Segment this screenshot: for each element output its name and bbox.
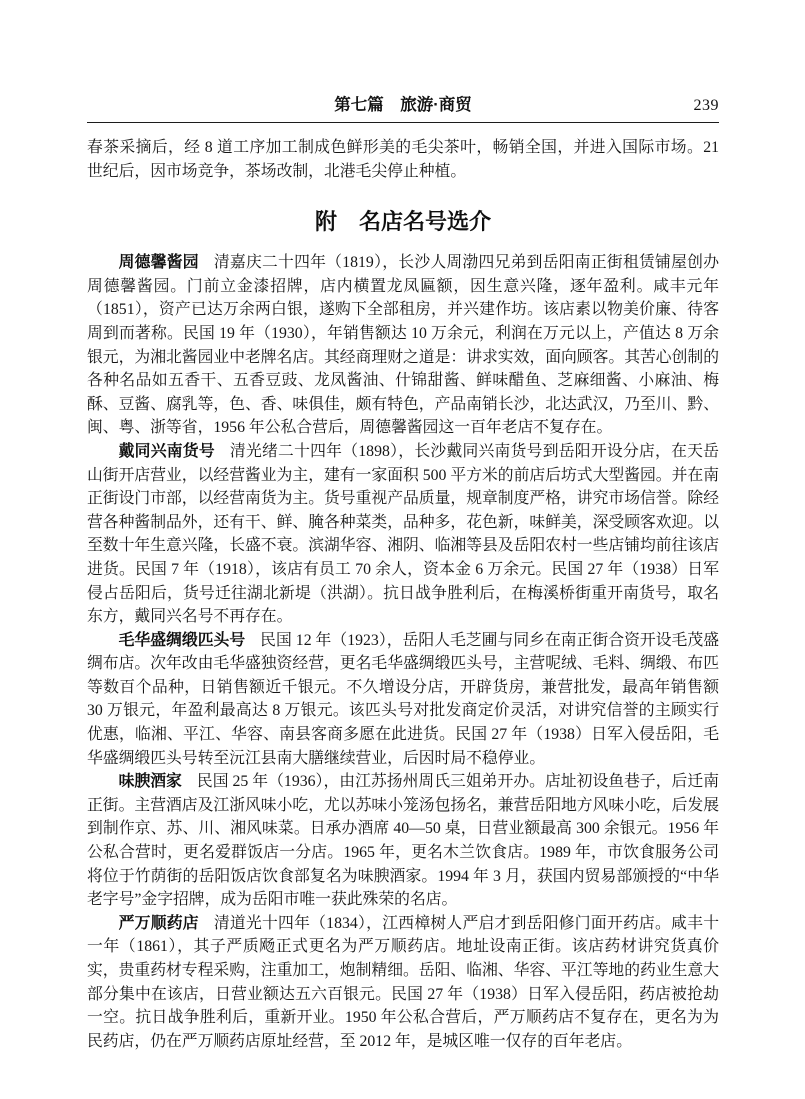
entry-paragraph bbox=[87, 770, 719, 912]
entry-text: 民国 12 年（1923），岳阳人毛芝圃与同乡在南正街合资开设毛茂盛绸布店。次年改由毛华盛独资经营，更名毛华盛绸缎匹头号，主营呢绒、毛料、绸缎、布匹等数百个品种，日销售额近千银元。不久增设分店，开辟货房，兼营批发，最高年销售额 30 万银元，年盈利最高达 8 万银元。该匹头号对批发商定价灵活，对讲究信誉的主顾实行优惠，临湘、平江、华容、南县客商多愿在此进货。民国 27 年（1938）日军入侵岳阳，毛华盛绸缎匹头号转至沅江县南大膳继续营业，后因时局不稳停业。 bbox=[87, 631, 719, 767]
entry-text: 民国 25 年（1936），由江苏扬州周氏三姐弟开办。店址初设鱼巷子，后迁南正街。主营酒店及江浙风味小吃，尤以苏味小笼汤包扬名，兼营岳阳地方风味小吃，后发展到制作京、苏、川、湘风味菜。日承办酒席 40—50 桌，日营业额最高 300 余银元。1956 年公私合营时，更名爱群饭店一分店。1965 年，更名木兰饮食店。1989 年，市饮食服务公司将位于竹荫街的岳阳饭店饮食部复名为味腴酒家。1994 年 3 月，获国内贸易部颁授的“中华老字号”金字招牌，成为岳阳市唯一获此殊荣的名店。 bbox=[87, 773, 719, 909]
entry-paragraph bbox=[87, 912, 719, 1054]
entry-paragraph bbox=[87, 251, 719, 440]
running-header bbox=[87, 95, 719, 115]
section-title: 附 名店名号选介 bbox=[314, 209, 491, 235]
entry-name: 毛华盛绸缎匹头号 bbox=[118, 631, 246, 649]
entry-name: 严万顺药店 bbox=[118, 914, 199, 932]
entry-name: 戴同兴南货号 bbox=[118, 442, 215, 460]
running-title: 第七篇 旅游·商贸 bbox=[334, 96, 472, 114]
entry-text: 清光绪二十四年（1898），长沙戴同兴南货号到岳阳开设分店，在天岳山街开店营业，以经营酱业为主，建有一家面积 500 平方米的前店后坊式大型酱园。并在南正街设门市部，以经营南货为主。货号重视产品质量，规章制度严格，讲究市场信誉。除经营各种酱制品外，还有干、鲜、腌各种菜类，品种多，花色新，味鲜美，深受顾客欢迎。以至数十年生意兴隆，长盛不衰。滨湖华容、湘阴、临湘等县及岳阳农村一些店铺均前往该店进货。民国 7 年（1918），该店有员工 70 余人，资本金 6 万余元。民国 27 年（1938）日军侵占岳阳后，货号迁往湖北新堤（洪湖）。抗日战争胜利后，在梅溪桥街重开南货号，取名东方，戴同兴名号不再存在。 bbox=[87, 442, 719, 626]
entry-name: 周德馨酱园 bbox=[118, 254, 199, 272]
intro-paragraph: 春茶采摘后，经 8 道工序加工制成色鲜形美的毛尖茶叶，畅销全国，并进入国际市场。21 世纪后，因市场竞争，茶场改制，北港毛尖停止种植。 bbox=[87, 139, 719, 180]
entry-name: 味腴酒家 bbox=[118, 773, 182, 791]
entry-text: 清嘉庆二十四年（1819），长沙人周渤四兄弟到岳阳南正街租赁铺屋创办周德馨酱园。门前立金漆招牌，店内横置龙凤匾额，因生意兴隆，逐年盈利。咸丰元年（1851），资产已达万余两白银，遂购下全部租房，并兴建作坊。该店素以物美价廉、待客周到而著称。民国 19 年（1930），年销售额达 10 万余元，利润在万元以上，产值达 8 万余银元，为湘北酱园业中老牌名店。其经商理财之道是：讲求实效，面向顾客。其苦心创制的各种名品如五香干、五香豆豉、龙凤酱油、什锦甜酱、鲜味醋鱼、芝麻细酱、小麻油、梅酥、豆酱、腐乳等，色、香、味俱佳，颇有特色，产品南销长沙，北达武汉，乃至川、黔、闽、粤、浙等省，1956 年公私合营后，周德馨酱园这一百年老店不复存在。 bbox=[87, 254, 719, 437]
page-number: 239 bbox=[693, 97, 719, 114]
header-rule bbox=[87, 122, 719, 123]
entry-paragraph bbox=[87, 629, 719, 771]
entry-paragraph bbox=[87, 440, 719, 629]
entries-section bbox=[87, 251, 719, 1053]
entry-text: 清道光十四年（1834），江西樟树人严启才到岳阳修门面开药店。咸丰十一年（1861），其子严质飏正式更名为严万顺药店。地址设南正街。该店药材讲究货真价实，贵重药材专程采购，注重加工，炮制精细。岳阳、临湘、华容、平江等地的药业生意大部分集中在该店，日营业额达五六百银元。民国 27 年（1938）日军入侵岳阳，药店被抢劫一空。抗日战争胜利后，重新开业。1950 年公私合营后，严万顺药店不复存在，更名为为民药店，仍在严万顺药店原址经营，至 2012 年，是城区唯一仅存的百年老店。 bbox=[87, 914, 719, 1050]
page-content bbox=[87, 0, 719, 1053]
